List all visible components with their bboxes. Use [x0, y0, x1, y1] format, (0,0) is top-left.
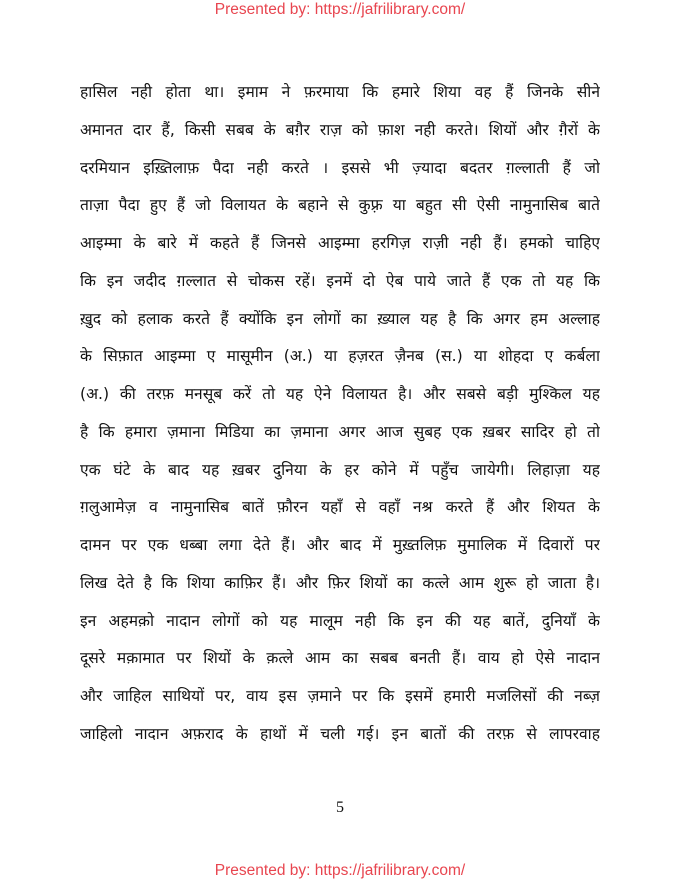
header-watermark-link[interactable]: Presented by: https://jafrilibrary.com/: [214, 1, 466, 18]
text-line: लिख देते है कि शिया काफ़िर हैं। और फ़िर शियों का कत्ले आम शुरू हो जाता है।: [80, 573, 600, 592]
text-line: और जाहिल साथियों पर, वाय इस ज़माने पर कि इसमें हमारी मजलिसों की नब्ज़: [80, 687, 600, 705]
page-number: 5: [336, 799, 344, 816]
text-line: एक घंटे के बाद यह ख़बर दुनिया के हर कोने में पहुँच जायेगी। लिहाज़ा यह: [80, 460, 600, 479]
text-line: हासिल नही होता था। इमाम ने फ़रमाया कि हमारे शिया वह हैं जिनके सीने: [80, 83, 600, 101]
footer-watermark-link[interactable]: Presented by: https://jafrilibrary.com/: [214, 862, 466, 879]
page-body-text: [80, 74, 600, 754]
text-line: ग़लुआमेज़ व नामुनासिब बातें फ़ौरन यहाँ से वहाँ नश्र करते हैं और शियत के: [80, 498, 600, 517]
text-line: के सिफ़ात आइम्मा ए मासूमीन (अ.) या हज़रत ज़ैनब (स.) या शोहदा ए कर्बला: [80, 347, 600, 366]
text-line: आइम्मा के बारे में कहते हैं जिनसे आइम्मा हरगिज़ राज़ी नही हैं। हमको चाहिए: [80, 234, 600, 252]
text-line: दरमियान इख़्तिलाफ़ पैदा नही करते । इससे भी ज़्यादा बदतर ग़ल्लाती हैं जो: [80, 158, 600, 177]
text-line: दूसरे मक़ामात पर शियों के क़त्ले आम का सबब बनती हैं। वाय हो ऐसे नादान: [80, 649, 600, 668]
text-line: है कि हमारा ज़माना मिडिया का ज़माना अगर आज सुबह एक ख़बर सादिर हो तो: [80, 422, 600, 441]
text-line: अमानत दार हैं, किसी सबब के बग़ैर राज़ को फ़ाश नही करते। शियों और ग़ैरों के: [80, 120, 600, 139]
text-line: इन अहमक़ो नादान लोगों को यह मालूम नही कि इन की यह बातें, दुनियाँ के: [80, 611, 600, 630]
text-line: ताज़ा पैदा हुए हैं जो विलायत के बहाने से कुफ़्र या बहुत सी ऐसी नामुनासिब बाते: [80, 196, 600, 215]
text-line: (अ.) की तरफ़ मनसूब करें तो यह ऐने विलायत है। और सबसे बड़ी मुश्किल यह: [80, 385, 600, 403]
text-line: दामन पर एक धब्बा लगा देते हैं। और बाद में मुख़्तलिफ़ मुमालिक में दिवारों पर: [80, 536, 600, 554]
text-line: कि इन जदीद ग़ल्लात से चोकस रहें। इनमें दो ऐब पाये जाते हैं एक तो यह कि: [80, 271, 600, 290]
text-line: ख़ुद को हलाक करते हैं क्योंकि इन लोगों का ख़्याल यह है कि अगर हम अल्लाह: [80, 309, 600, 328]
text-line: जाहिलो नादान अफ़राद के हाथों में चली गई। इन बातों की तरफ़ से लापरवाह: [80, 724, 600, 743]
